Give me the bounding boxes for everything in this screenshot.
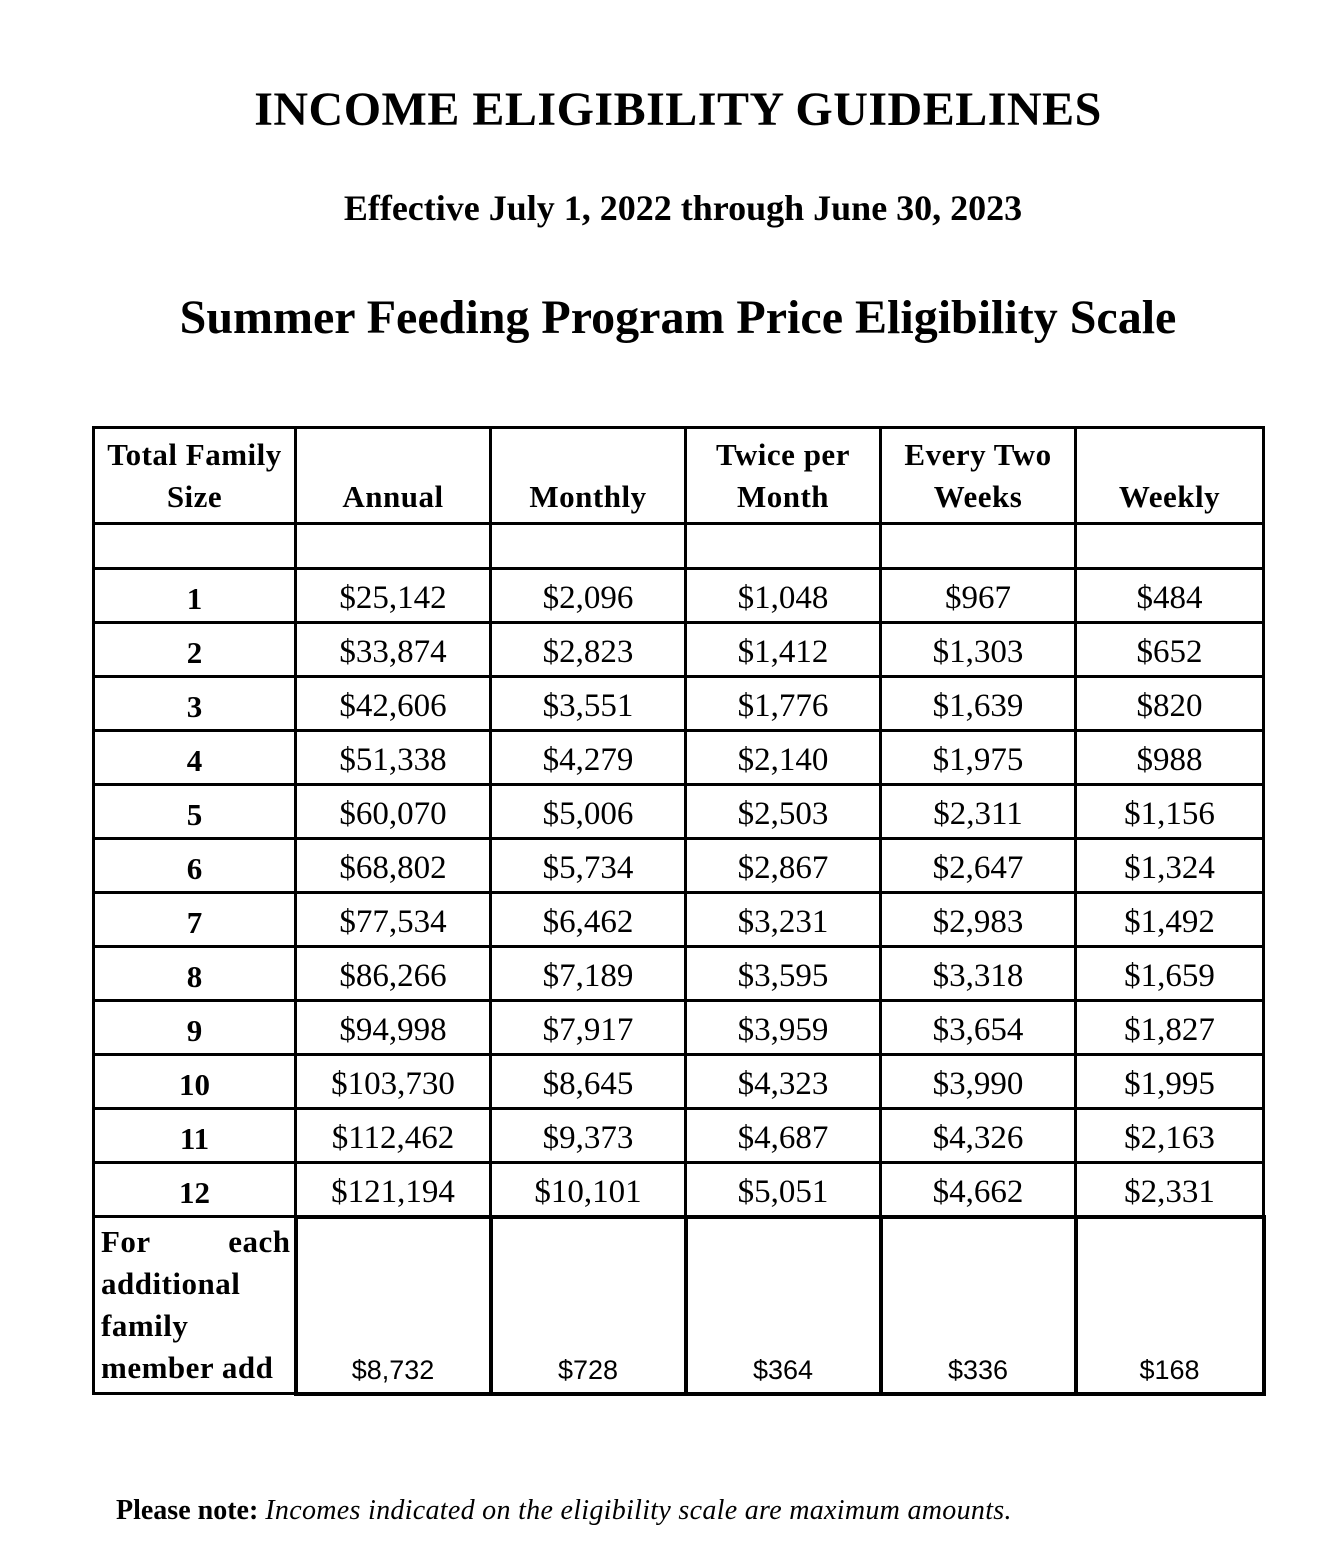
additional-twice-per-month: $364: [686, 1217, 881, 1394]
page-title: INCOME ELIGIBILITY GUIDELINES: [254, 83, 1102, 136]
annual-cell: $51,338: [296, 731, 491, 785]
twice-per-month-cell: $2,867: [686, 839, 881, 893]
every-two-weeks-cell: $3,318: [881, 947, 1076, 1001]
monthly-cell: $4,279: [491, 731, 686, 785]
every-two-weeks-cell: $2,983: [881, 893, 1076, 947]
blank-cell: [1076, 524, 1264, 569]
every-two-weeks-cell: $967: [881, 569, 1076, 623]
additional-member-row: [94, 1217, 1264, 1394]
header-twice-line1: Twice per: [716, 437, 850, 472]
twice-per-month-cell: $4,323: [686, 1055, 881, 1109]
twice-per-month-cell: $3,231: [686, 893, 881, 947]
effective-dates: Effective July 1, 2022 through June 30, 2023: [343, 188, 1023, 228]
additional-member-label: [94, 1217, 296, 1394]
every-two-weeks-cell: $4,662: [881, 1163, 1076, 1217]
table-row: [94, 1001, 1264, 1055]
additional-monthly: $728: [491, 1217, 686, 1394]
size-cell: 9: [94, 1001, 296, 1055]
weekly-cell: $2,163: [1076, 1109, 1264, 1163]
additional-label-line3: family: [101, 1308, 189, 1343]
header-family-size-line2: Size: [166, 479, 223, 514]
weekly-cell: $1,827: [1076, 1001, 1264, 1055]
twice-per-month-cell: $5,051: [686, 1163, 881, 1217]
weekly-cell: $1,995: [1076, 1055, 1264, 1109]
monthly-cell: $2,096: [491, 569, 686, 623]
blank-cell: [881, 524, 1076, 569]
size-cell: 6: [94, 839, 296, 893]
table-header-row: [94, 428, 1264, 524]
footnote-text: Incomes indicated on the eligibility scale are maximum amounts.: [265, 1495, 1012, 1526]
every-two-weeks-cell: $3,990: [881, 1055, 1076, 1109]
every-two-weeks-cell: $1,975: [881, 731, 1076, 785]
table-row: [94, 569, 1264, 623]
weekly-cell: $1,324: [1076, 839, 1264, 893]
weekly-cell: $988: [1076, 731, 1264, 785]
annual-cell: $25,142: [296, 569, 491, 623]
table-row: [94, 623, 1264, 677]
blank-cell: [686, 524, 881, 569]
table-row: [94, 677, 1264, 731]
every-two-weeks-cell: $4,326: [881, 1109, 1076, 1163]
additional-label-line2: additional: [101, 1266, 241, 1301]
blank-cell: [94, 524, 296, 569]
weekly-cell: $1,492: [1076, 893, 1264, 947]
size-cell: 8: [94, 947, 296, 1001]
table-row: [94, 839, 1264, 893]
twice-per-month-cell: $1,412: [686, 623, 881, 677]
table-row: [94, 731, 1264, 785]
monthly-cell: $9,373: [491, 1109, 686, 1163]
weekly-cell: $1,659: [1076, 947, 1264, 1001]
monthly-cell: $3,551: [491, 677, 686, 731]
table-row: [94, 1109, 1264, 1163]
table-row: [94, 947, 1264, 1001]
header-every-two-weeks: [881, 428, 1076, 524]
size-cell: 5: [94, 785, 296, 839]
additional-label-word1: For: [101, 1224, 151, 1259]
header-twice-line2: Month: [736, 479, 830, 514]
annual-cell: $60,070: [296, 785, 491, 839]
additional-label-line4: member add: [101, 1350, 274, 1385]
monthly-cell: $7,189: [491, 947, 686, 1001]
size-cell: 7: [94, 893, 296, 947]
annual-cell: $86,266: [296, 947, 491, 1001]
twice-per-month-cell: $2,140: [686, 731, 881, 785]
blank-cell: [296, 524, 491, 569]
annual-cell: $121,194: [296, 1163, 491, 1217]
annual-cell: $77,534: [296, 893, 491, 947]
size-cell: 11: [94, 1109, 296, 1163]
header-weekly: Weekly: [1076, 428, 1264, 524]
every-two-weeks-cell: $2,647: [881, 839, 1076, 893]
footnote-label: Please note:: [116, 1495, 259, 1526]
additional-label-word2: each: [228, 1224, 291, 1259]
twice-per-month-cell: $4,687: [686, 1109, 881, 1163]
header-biweekly-line2: Weeks: [933, 479, 1023, 514]
size-cell: 12: [94, 1163, 296, 1217]
header-biweekly-line1: Every Two: [904, 437, 1052, 472]
header-family-size-line1: Total Family: [107, 437, 282, 472]
additional-weekly: $168: [1076, 1217, 1264, 1394]
header-monthly: Monthly: [491, 428, 686, 524]
footnote: [116, 1495, 1012, 1527]
monthly-cell: $8,645: [491, 1055, 686, 1109]
size-cell: 1: [94, 569, 296, 623]
blank-row: [94, 524, 1264, 569]
every-two-weeks-cell: $1,303: [881, 623, 1076, 677]
weekly-cell: $484: [1076, 569, 1264, 623]
eligibility-table: [92, 426, 1266, 1396]
weekly-cell: $1,156: [1076, 785, 1264, 839]
additional-label-line1: [101, 1221, 291, 1263]
header-family-size: [94, 428, 296, 524]
size-cell: 3: [94, 677, 296, 731]
additional-every-two-weeks: $336: [881, 1217, 1076, 1394]
monthly-cell: $5,006: [491, 785, 686, 839]
monthly-cell: $2,823: [491, 623, 686, 677]
monthly-cell: $5,734: [491, 839, 686, 893]
weekly-cell: $2,331: [1076, 1163, 1264, 1217]
header-twice-per-month: [686, 428, 881, 524]
weekly-cell: $652: [1076, 623, 1264, 677]
twice-per-month-cell: $1,776: [686, 677, 881, 731]
table-row: [94, 785, 1264, 839]
table-body: [94, 569, 1264, 1217]
header-annual: Annual: [296, 428, 491, 524]
twice-per-month-cell: $1,048: [686, 569, 881, 623]
annual-cell: $103,730: [296, 1055, 491, 1109]
blank-cell: [491, 524, 686, 569]
annual-cell: $112,462: [296, 1109, 491, 1163]
monthly-cell: $6,462: [491, 893, 686, 947]
every-two-weeks-cell: $3,654: [881, 1001, 1076, 1055]
size-cell: 4: [94, 731, 296, 785]
size-cell: 10: [94, 1055, 296, 1109]
weekly-cell: $820: [1076, 677, 1264, 731]
size-cell: 2: [94, 623, 296, 677]
twice-per-month-cell: $3,959: [686, 1001, 881, 1055]
annual-cell: $68,802: [296, 839, 491, 893]
annual-cell: $94,998: [296, 1001, 491, 1055]
every-two-weeks-cell: $1,639: [881, 677, 1076, 731]
twice-per-month-cell: $2,503: [686, 785, 881, 839]
additional-annual: $8,732: [296, 1217, 491, 1394]
every-two-weeks-cell: $2,311: [881, 785, 1076, 839]
annual-cell: $42,606: [296, 677, 491, 731]
scale-title: Summer Feeding Program Price Eligibility Scale: [179, 291, 1177, 344]
table-row: [94, 1055, 1264, 1109]
monthly-cell: $7,917: [491, 1001, 686, 1055]
table-row: [94, 893, 1264, 947]
monthly-cell: $10,101: [491, 1163, 686, 1217]
table-row: [94, 1163, 1264, 1217]
twice-per-month-cell: $3,595: [686, 947, 881, 1001]
annual-cell: $33,874: [296, 623, 491, 677]
